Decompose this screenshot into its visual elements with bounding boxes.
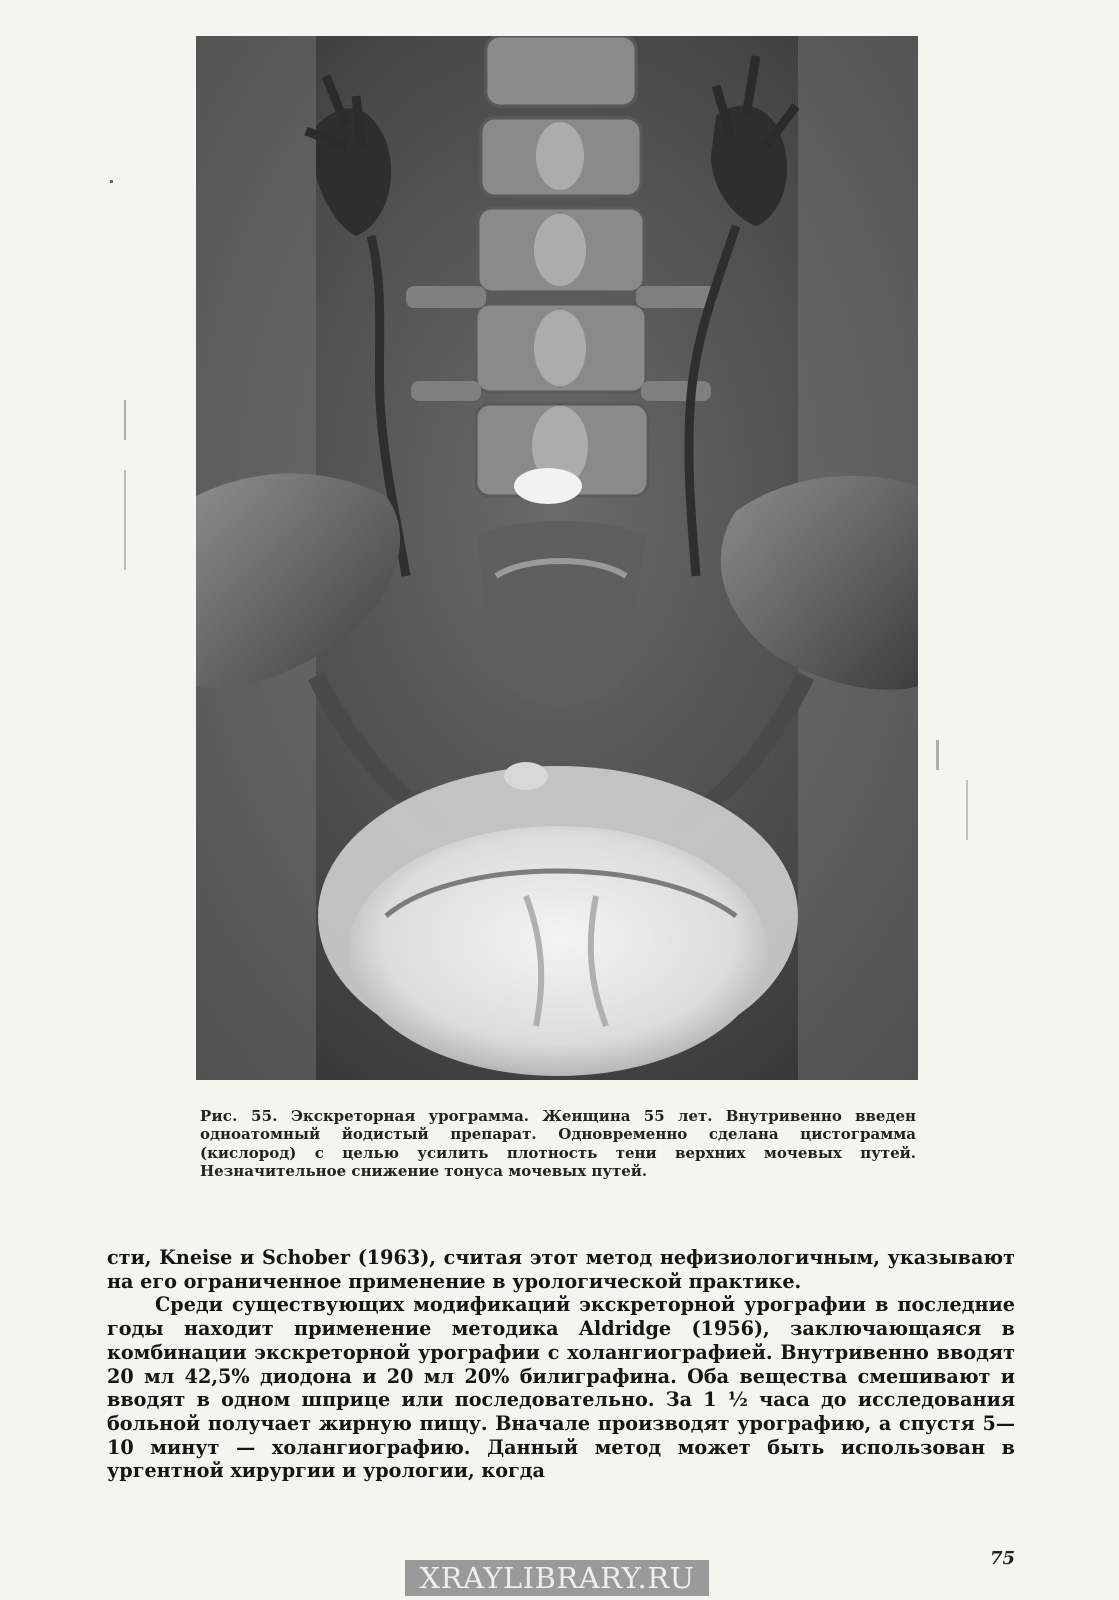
scan-speck: [110, 180, 113, 183]
paragraph-aldridge-method: Среди существующих модификаций экскреторной урографии в последние годы находит применение методика Aldridge (1956), заключающаяся в комбинации экскреторной урографии с холангиографией. Внутривенно вводят 20 мл 42,5% диодона и 20 мл 20% билиграфина. Оба вещества смешивают и вводят в одном шприце или последовательно. За 1 ½ часа до исследования больной получает жирную пищу. Вначале производят урографию, а спустя 5—10 минут — холангиографию. Данный метод может быть использован в ургентной хирургии и урологии, когда: [107, 1293, 1015, 1483]
figure-caption: [200, 1107, 916, 1181]
body-text: [107, 1246, 1015, 1483]
urogram-xray-image: [196, 36, 918, 1080]
page-number: 75: [990, 1548, 1016, 1569]
watermark: XRAYLIBRARY.RU: [405, 1560, 709, 1596]
scan-speck: [124, 400, 126, 440]
scan-speck: [966, 780, 968, 840]
scan-speck: [124, 470, 126, 570]
xray-illustration: [196, 36, 918, 1080]
paragraph-continuation: сти, Kneise и Schober (1963), считая этот метод нефизиологичным, указывают на его ограниченное применение в урологической практике.: [107, 1246, 1015, 1293]
figure-caption-text: Экскреторная урограмма. Женщина 55 лет. Внутривенно введен одноатомный йодистый препарат. Одновременно сделана цистограмма (кислород) с целью усилить плотность тени верхних мочевых путей. Незначительное снижение тонуса мочевых путей.: [200, 1107, 916, 1181]
scan-speck: [936, 740, 939, 770]
figure-number: Рис. 55.: [200, 1107, 278, 1125]
